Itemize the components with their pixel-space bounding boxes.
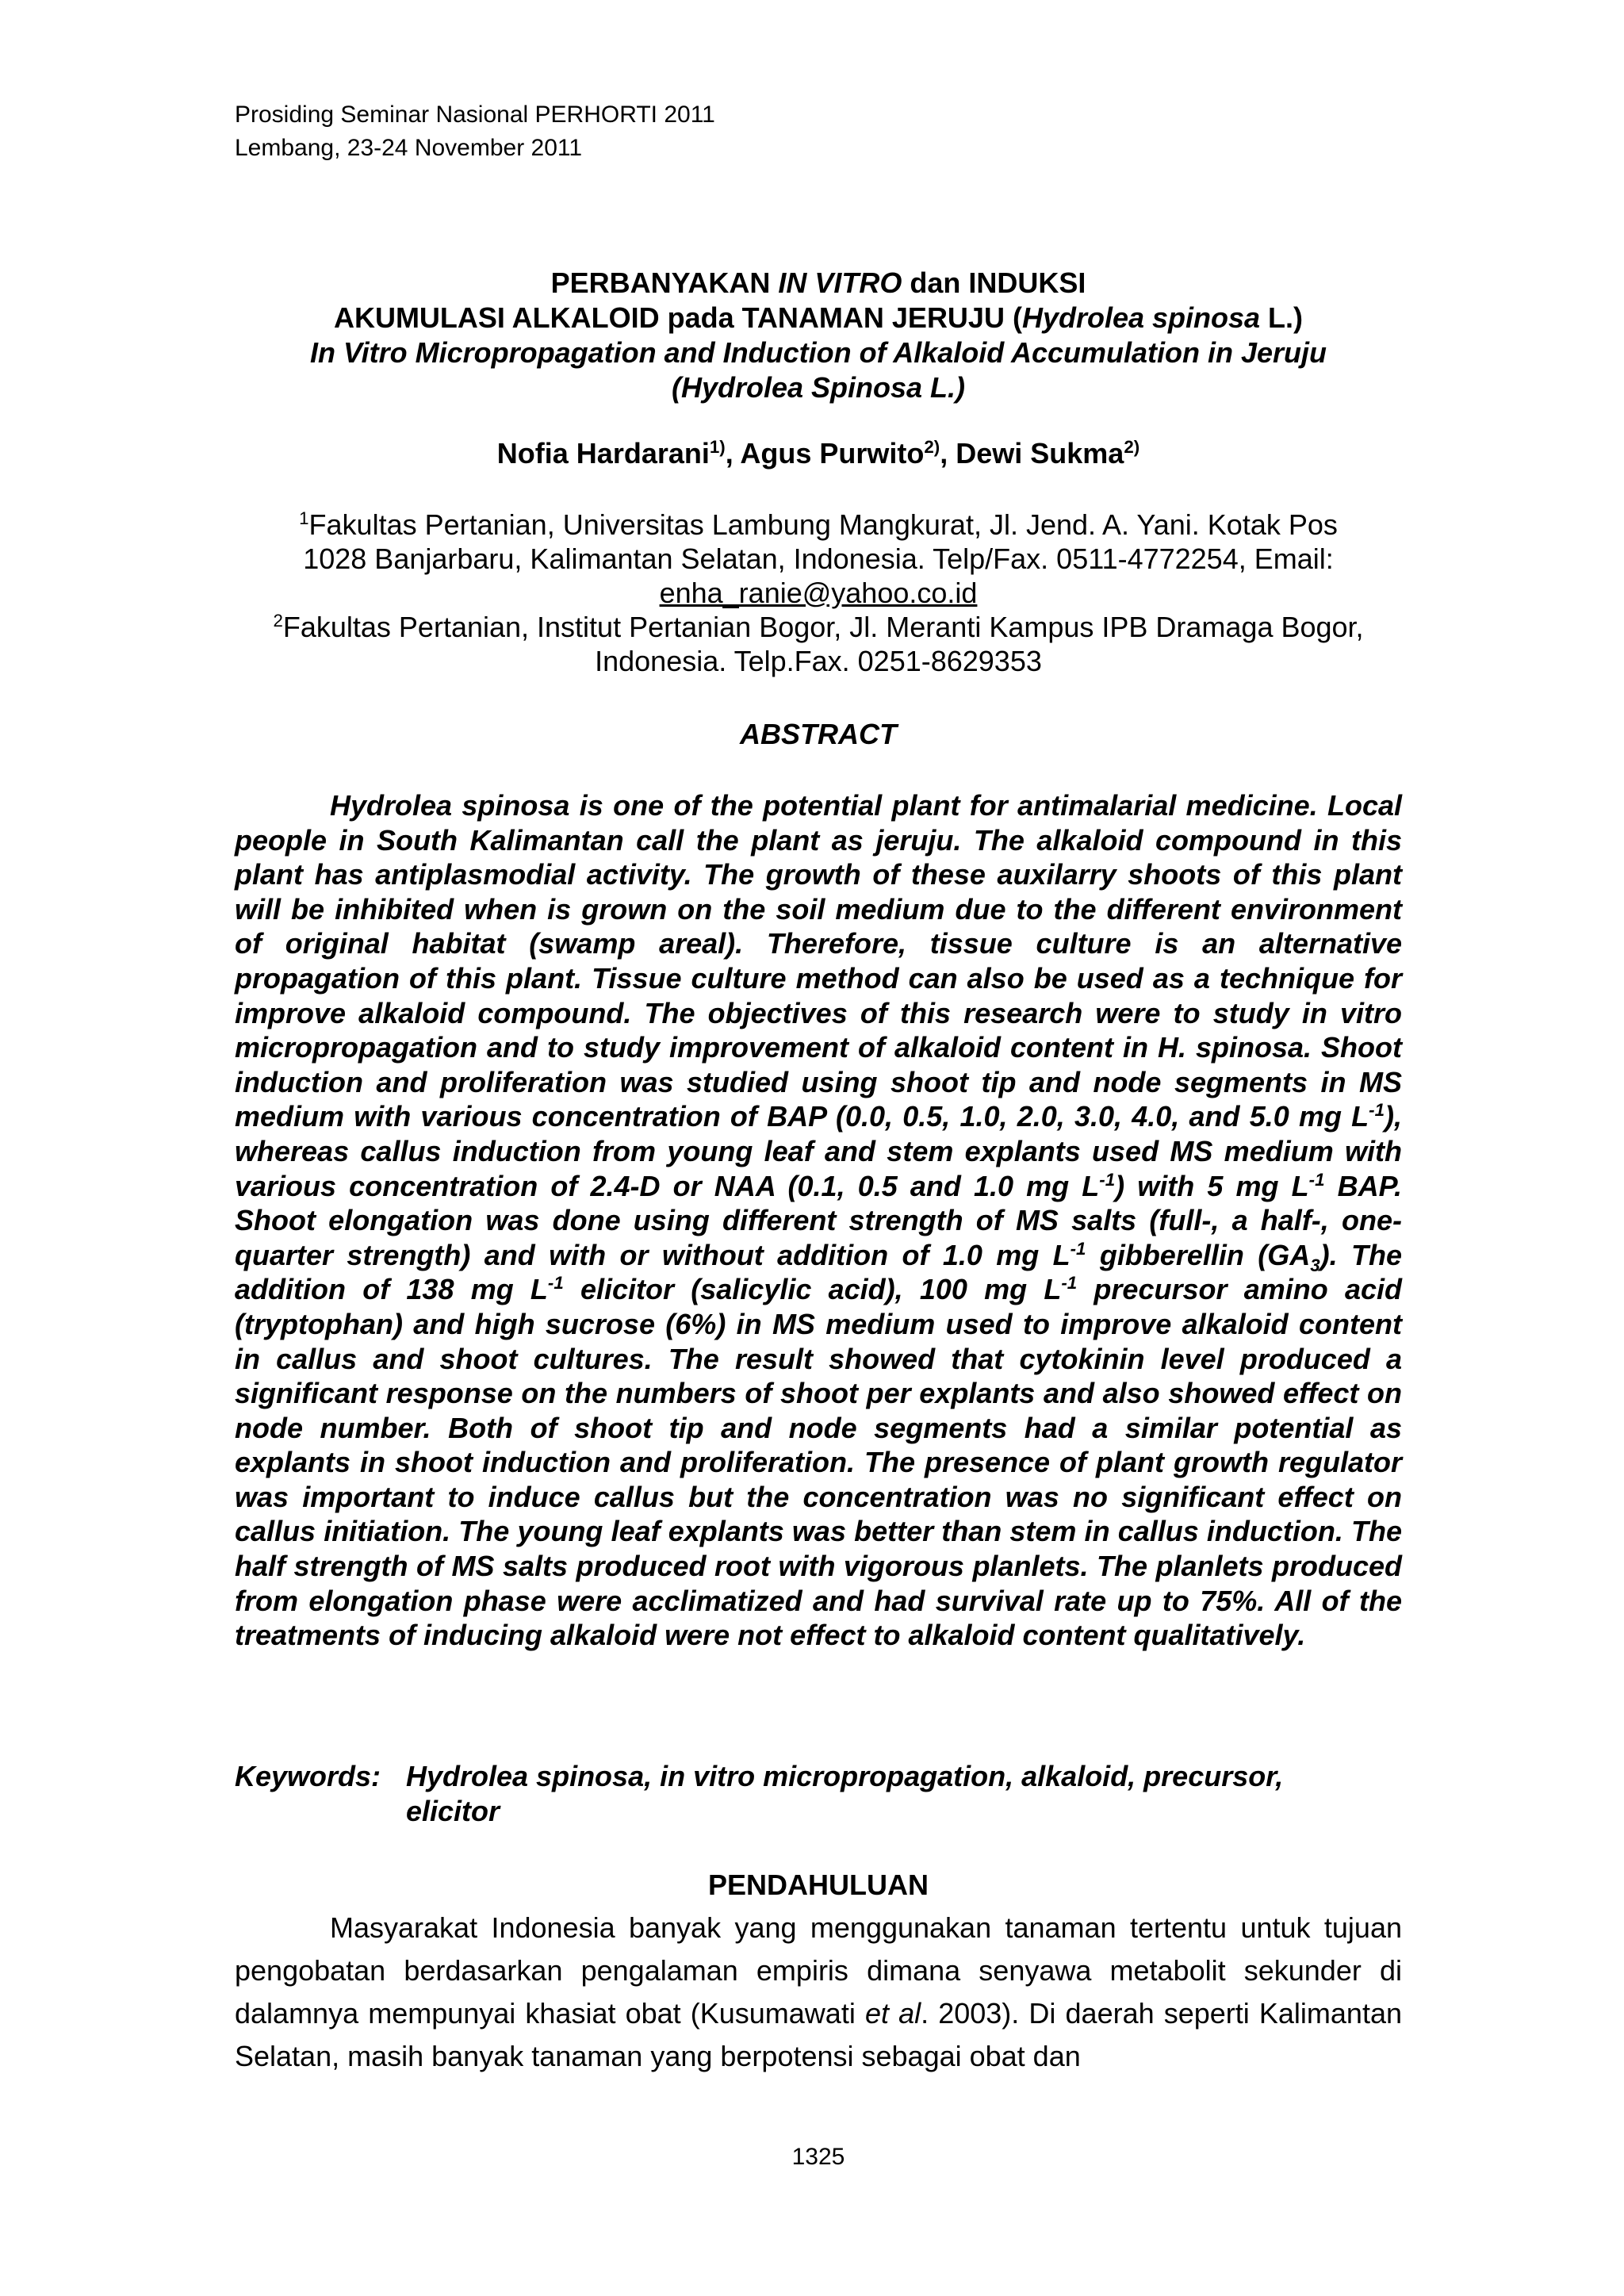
abstract-text: Hydrolea spinosa is one of the potential plant for antimalarial medicine. Local people in South Kalimantan call the plant as jeruju. The alkaloid compound in this plant has antiplasmodial activity. The growth of these auxilarry shoots of this plant will be inhibited when is grown on the soil medium due to the different environment of original habitat (swamp areal). Therefore, tissue culture is an alternative propagation of this plant. Tissue culture method can also be used as a technique for improve alkaloid compound. The objectives of this research were to study in vitro micropropagation and to study improvement of alkaloid content in H. spinosa. Shoot induction and proliferation was studied using shoot tip and node segments in MS medium with various concentration of BAP (0.0, 0.5, 1.0, 2.0, 3.0, 4.0, and 5.0 mg $L^{-1}$), whereas callus induction from young leaf and stem explants used MS medium with various concentration of 2.4-D or NAA (0.1, 0.5 and 1.0 mg $L^{-1}$) with 5 mg $L^{-1}$ BAP. Shoot elongation was done using different strength of MS salts (full-, a half-, one-quarter strength) and with or without addition of 1.0 mg $L^{-1}$ gibberellin $(GA_3)$. The addition of 138 mg $L^{-1}$ elicitor (salicylic acid), 100 mg $L^{-1}$ precursor amino acid (tryptophan) and high sucrose (6%) in MS medium used to improve alkaloid content in callus and shoot cultures. The result showed that cytokinin level produced a significant response on the numbers of shoot per explants and also showed effect on node number. Both of shoot tip and node segments had a similar potential as explants in shoot induction and proliferation. The presence of plant growth regulator was important to induce callus but the concentration was no significant effect on callus initiation. The young leaf explants was better than stem in callus induction. The half strength of MS salts produced root with vigorous planlets. The planlets produced from elongation phase were acclimatized and had survival rate up to 75%. All of the treatments of inducing alkaloid were not effect to alkaloid content qualitatively. [235, 789, 1403, 1652]
abstract-heading: ABSTRACT [740, 718, 897, 750]
affiliation-2: $^2$Fakultas Pertanian, Institut Pertanian Bogor, Jl. Meranti Kampus IPB Dramaga Bogor, [273, 611, 1364, 643]
intro-paragraph: Masyarakat Indonesia banyak yang menggunakan tanaman tertentu untuk tujuan pengobatan berdasarkan pengalaman empiris dimana senyawa metabolit sekunder di dalamnya mempunyai khasiat obat (Kusumawati et al. 2003). Di daerah seperti Kalimantan Selatan, masih banyak tanaman yang berpotensi sebagai obat dan [235, 1911, 1403, 2072]
keywords [235, 1759, 1402, 1829]
section-heading-pendahuluan: PENDAHULUAN [708, 1869, 929, 1901]
email-link[interactable]: enha_ranie@yahoo.co.id [659, 577, 978, 609]
paper-title [235, 266, 1402, 405]
affiliation-2-cont: Indonesia. Telp.Fax. 0251-8629353 [595, 645, 1042, 677]
affiliation-1-cont: 1028 Banjarbaru, Kalimantan Selatan, Indonesia. Telp/Fax. 0511-4772254, Email: [303, 542, 1334, 575]
author: Nofia Hardarani$^{1)}$, [496, 437, 741, 470]
page-number: 1325 [791, 2144, 845, 2170]
keywords-text: Hydrolea spinosa, in vitro micropropagation, alkaloid, precursor, elicitor [406, 1760, 1284, 1827]
running-header [235, 98, 715, 165]
proceedings-venue-date: Lembang, 23-24 November 2011 [235, 135, 583, 161]
affiliations [235, 508, 1402, 678]
keywords-label: Keywords: [235, 1760, 381, 1792]
proceedings-name: Prosiding Seminar Nasional PERHORTI 2011 [235, 102, 715, 128]
author: Dewi Sukma$^{2)}$ [956, 437, 1140, 470]
affiliation-1: $^1$Fakultas Pertanian, Universitas Lambung Mangkurat, Jl. Jend. A. Yani. Kotak Pos [299, 508, 1338, 541]
author-list [235, 436, 1402, 471]
title-en-line1: In Vitro Micropropagation and Induction of Alkaloid Accumulation in Jeruju [309, 336, 1327, 369]
title-en-line2: (Hydrolea Spinosa L.) [671, 371, 966, 404]
author: Agus Purwito$^{2)}$, [740, 437, 956, 470]
title-id-line1: PERBANYAKAN IN VITRO dan INDUKSI [550, 266, 1086, 299]
title-id-line2: AKUMULASI ALKALOID pada TANAMAN JERUJU (Hydrolea spinosa L.) [333, 301, 1304, 334]
